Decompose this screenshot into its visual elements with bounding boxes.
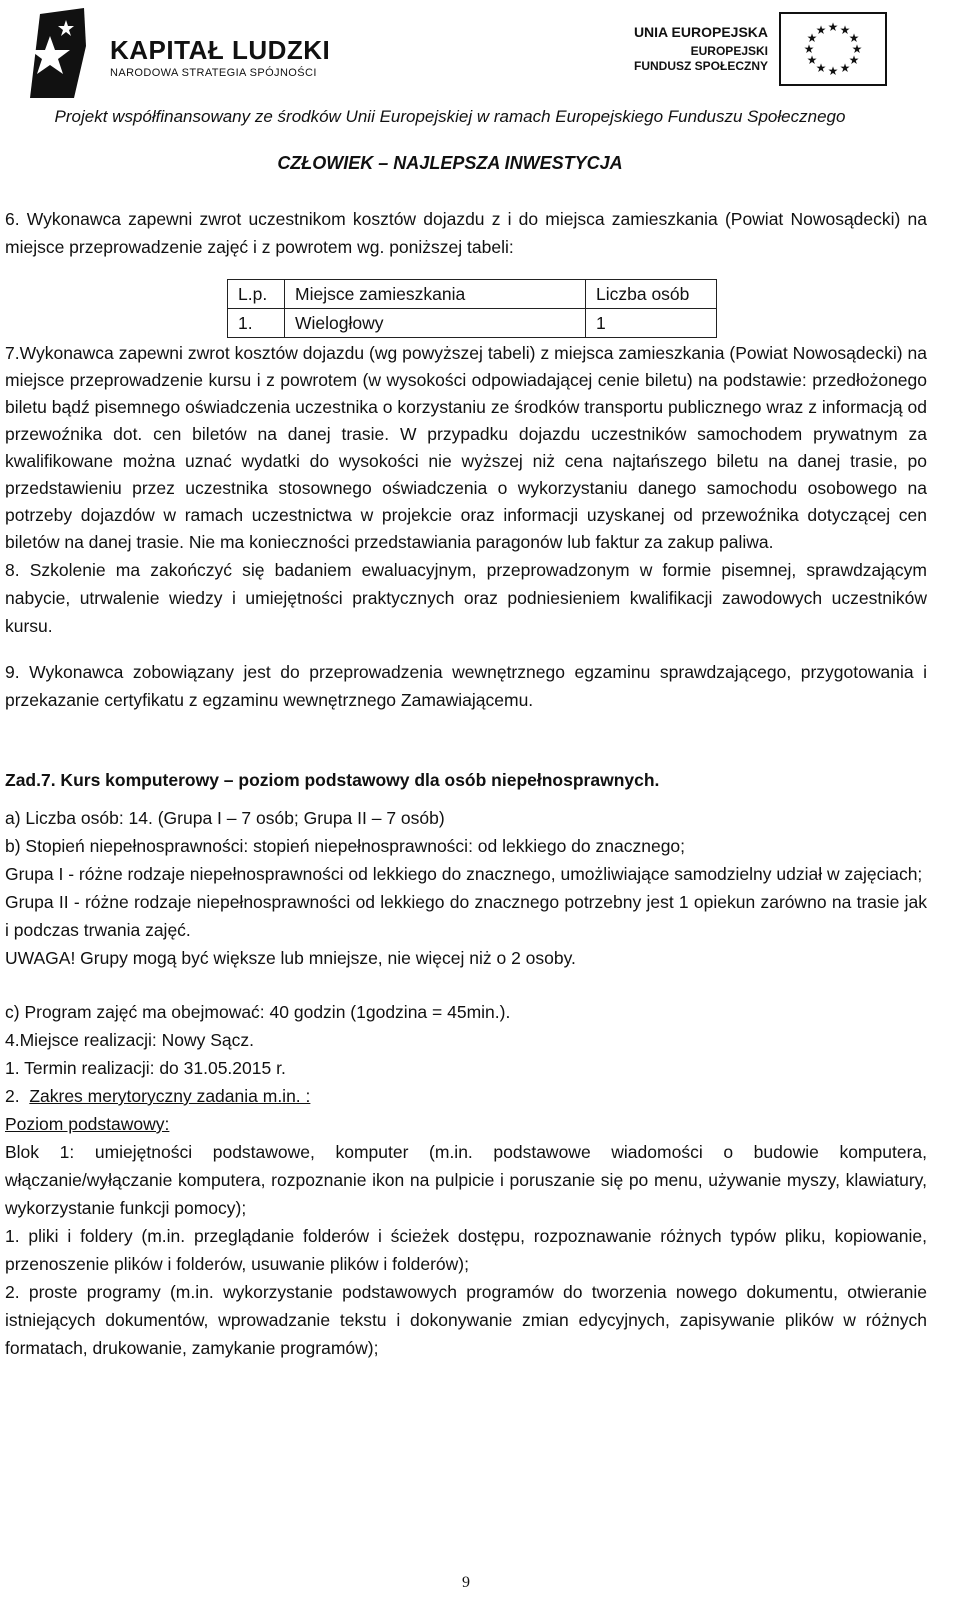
svg-text:★: ★ <box>815 61 827 75</box>
svg-text:★: ★ <box>806 53 818 67</box>
svg-text:★: ★ <box>839 61 851 75</box>
table-row <box>228 309 717 338</box>
svg-text:★: ★ <box>806 31 818 45</box>
point-1: 1. pliki i foldery (m.in. przeglądanie folderów i ścieżek dostępu, rozpoznawanie różnych typów pliku, kopiowanie, przenoszenie plików i folderów, usuwanie plików i folderów); <box>5 1226 927 1274</box>
section-8: 8. Szkolenie ma zakończyć się badaniem ewaluacyjnym, przeprowadzonym w formie pisemnej, sprawdzającym nabycie, utrwalenie wiedzy i umiejętności praktycznych oraz podniesieniem kwalifikacji zawodowych uczestników kursu. <box>5 560 927 636</box>
table-header-cell: Liczba osób <box>586 280 717 309</box>
block-1: Blok 1: umiejętności podstawowe, komputer (m.in. podstawowe wiadomości o budowie komputera, włączanie/wyłączanie komputera, rozpoznanie ikon na pulpicie i poruszanie się po menu, używanie myszy, klawiatury, wykorzystanie funkcji pomocy); <box>5 1142 927 1218</box>
eu-line-3: FUNDUSZ SPOŁECZNY <box>633 59 768 73</box>
svg-text:★: ★ <box>848 31 860 45</box>
table-cell: 1. <box>228 309 285 338</box>
svg-text:★: ★ <box>827 64 839 78</box>
location: 4.Miejsce realizacji: Nowy Sącz. <box>5 1030 254 1050</box>
item-c: c) Program zajęć ma obejmować: 40 godzin (1godzina = 45min.). <box>5 1002 511 1022</box>
section-9: 9. Wykonawca zobowiązany jest do przeprowadzenia wewnętrznego egzaminu sprawdzającego, przygotowania i przekazanie certyfikatu z egzaminu wewnętrznego Zamawiającemu. <box>5 662 927 710</box>
table-header-cell: L.p. <box>228 280 285 309</box>
item-b: b) Stopień niepełnosprawności: stopień niepełnosprawności: od lekkiego do znacznego; <box>5 836 686 856</box>
participants-table <box>227 279 717 338</box>
item-a: a) Liczba osób: 14. (Grupa I – 7 osób; Grupa II – 7 osób) <box>5 808 445 828</box>
section-7: 7.Wykonawca zapewni zwrot kosztów dojazdu (wg powyższej tabeli) z miejsca zamieszkania (Powiat Nowosądecki) na miejsce przeprowadzenie kursu i z powrotem (w wysokości odpowiadającej cenie biletu) na podstawie: przedłożonego biletu bądź pisemnego oświadczenia uczestnika o korzystaniu ze środków transportu publicznego wraz z informacją od przewoźnika dot. cen biletów na danej trasie. W przypadku dojazdu uczestników samochodem prywatnym za kwalifikowane można uznać wydatki do wysokości nie wyższej niż cena najtańszego biletu na danej trasie, po przedstawieniu przez uczestnika stosownego oświadczenia o wykorzystaniu danego samochodu osobowego na potrzeby dojazdów w ramach uczestnictwa w projekcie oraz informacji uzyskanej od przewoźnika dotyczącej cen biletów na danej trasie. Nie ma konieczności przedstawiania paragonów lub faktur za zakup paliwa. <box>5 343 927 552</box>
logo-title: KAPITAŁ LUDZKI <box>110 35 331 65</box>
cofinancing-note: Projekt współfinansowany ze środków Unii Europejskiej w ramach Europejskiego Funduszu Społecznego <box>54 107 846 126</box>
kapital-ludzki-wordmark <box>110 36 330 80</box>
svg-text:★: ★ <box>827 20 839 34</box>
warning-note: UWAGA! Grupy mogą być większe lub mniejsze, nie więcej niż o 2 osoby. <box>5 948 576 968</box>
scope-number: 2. <box>5 1086 30 1106</box>
table-header-row <box>228 280 717 309</box>
scope-line <box>5 1082 927 1110</box>
table-cell: 1 <box>586 309 717 338</box>
svg-text:★: ★ <box>803 42 815 56</box>
basic-level-heading: Poziom podstawowy: <box>5 1114 170 1134</box>
svg-text:★: ★ <box>839 23 851 37</box>
slogan: CZŁOWIEK – NAJLEPSZA INWESTYCJA <box>277 153 623 173</box>
group-2-description: Grupa II - różne rodzaje niepełnosprawności od lekkiego do znacznego potrzebny jest 1 opiekun zarówno na trasie jak i podczas trwania zajęć. <box>5 892 927 940</box>
page-header <box>0 0 960 126</box>
svg-text:★: ★ <box>848 53 860 67</box>
table-header-cell: Miejsce zamieszkania <box>285 280 586 309</box>
group-1-description: Grupa I - różne rodzaje niepełnosprawności od lekkiego do znacznego, umożliwiające samodzielny udział w zajęciach; <box>5 864 923 884</box>
svg-text:★: ★ <box>815 23 827 37</box>
document-body <box>5 205 927 1362</box>
eu-line-1: UNIA EUROPEJSKA <box>633 24 768 40</box>
kapital-ludzki-logo-icon <box>22 6 92 98</box>
section-6: 6. Wykonawca zapewni zwrot uczestnikom kosztów dojazdu z i do miejsca zamieszkania (Powiat Nowosądecki) na miejsce przeprowadzenie zajęć i z powrotem wg. poniższej tabeli: <box>5 209 927 257</box>
point-2: 2. proste programy (m.in. wykorzystanie podstawowych programów do tworzenia nowego dokumentu, otwieranie istniejących dokumentów, wprowadzanie tekstu i dokonywanie zmian edycyjnych, zapisywanie plików w różnych formatach, drukowanie, zamykanie programów); <box>5 1282 927 1358</box>
eu-flag-icon <box>779 12 887 86</box>
svg-text:★: ★ <box>851 42 863 56</box>
zad7-title: Zad.7. Kurs komputerowy – poziom podstawowy dla osób niepełnosprawnych. <box>5 770 660 790</box>
page-number: 9 <box>462 1574 470 1591</box>
eu-wordmark <box>606 24 768 74</box>
table-cell: Wielogłowy <box>285 309 586 338</box>
eu-line-2: EUROPEJSKI <box>690 44 768 58</box>
scope-heading: Zakres merytoryczny zadania m.in. : <box>29 1086 311 1106</box>
deadline: 1. Termin realizacji: do 31.05.2015 r. <box>5 1058 286 1078</box>
logo-subtitle: NARODOWA STRATEGIA SPÓJNOŚCI <box>110 67 317 79</box>
